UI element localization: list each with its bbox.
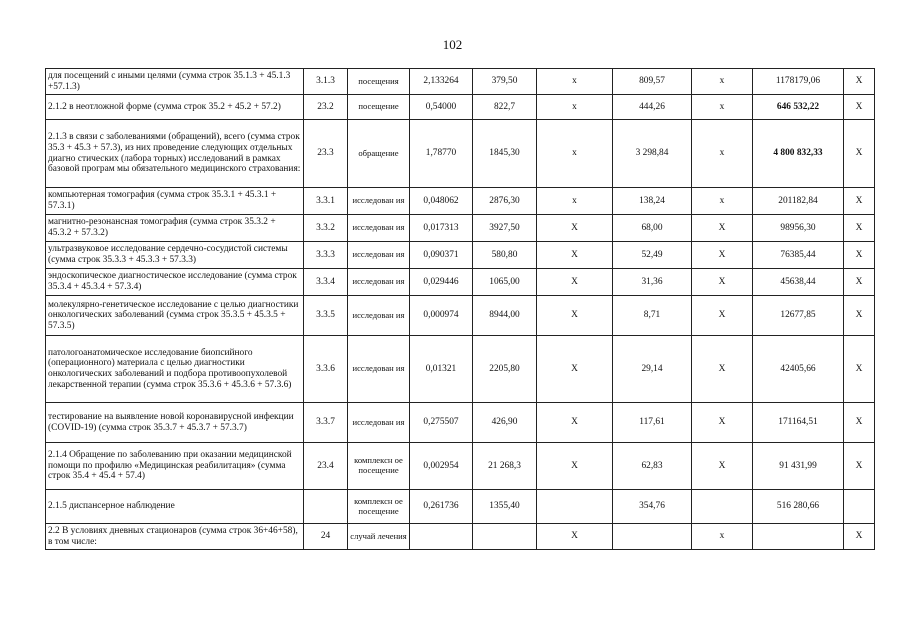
row-col9: 45638,44 <box>753 269 844 296</box>
table-row <box>46 336 875 403</box>
row-col10: Х <box>844 403 875 443</box>
row-col8: Х <box>692 215 753 242</box>
table-row <box>46 443 875 490</box>
row-code: 3.3.4 <box>304 269 348 296</box>
row-col6: Х <box>537 403 613 443</box>
row-cost: 2205,80 <box>473 336 537 403</box>
table-row <box>46 269 875 296</box>
row-col6: х <box>537 188 613 215</box>
row-norm: 2,133264 <box>410 69 473 95</box>
row-col8: х <box>692 524 753 550</box>
row-norm: 0,090371 <box>410 242 473 269</box>
row-code: 24 <box>304 524 348 550</box>
row-unit: случай лечения <box>348 524 410 550</box>
row-name: молекулярно-генетическое исследование с целью диагностики онкологических заболеваний (сумма строк 35.3.5 + 45.3.5 + 57.3.5) <box>46 296 304 336</box>
row-unit: исследован ия <box>348 188 410 215</box>
row-name: компьютерная томография (сумма строк 35.3.1 + 45.3.1 + 57.3.1) <box>46 188 304 215</box>
row-col6: х <box>537 95 613 120</box>
row-unit: исследован ия <box>348 403 410 443</box>
row-col7: 31,36 <box>613 269 692 296</box>
row-col7: 62,83 <box>613 443 692 490</box>
row-cost: 1065,00 <box>473 269 537 296</box>
row-col8: Х <box>692 269 753 296</box>
row-col7: 68,00 <box>613 215 692 242</box>
row-unit: обращение <box>348 120 410 188</box>
row-name: 2.1.4 Обращение по заболеванию при оказании медицинской помощи по профилю «Медицинская реабилитация» (сумма строк 35.4 + 45.4 + 57.4) <box>46 443 304 490</box>
row-col7: 444,26 <box>613 95 692 120</box>
table-row <box>46 95 875 120</box>
row-col9: 171164,51 <box>753 403 844 443</box>
row-cost: 822,7 <box>473 95 537 120</box>
row-name: 2.1.3 в связи с заболеваниями (обращений), всего (сумма строк 35.3 + 45.3 + 57.3), из них проведение следующих отдельных диагно стических (лабора торных) исследований в рамках базовой програм мы обязательного медицинского страхования: <box>46 120 304 188</box>
table-row <box>46 215 875 242</box>
row-cost: 21 268,3 <box>473 443 537 490</box>
row-code: 3.3.1 <box>304 188 348 215</box>
row-col8: Х <box>692 296 753 336</box>
row-norm <box>410 524 473 550</box>
row-col6: х <box>537 120 613 188</box>
row-norm: 0,000974 <box>410 296 473 336</box>
row-col6: Х <box>537 242 613 269</box>
row-col10: Х <box>844 215 875 242</box>
row-code: 3.3.5 <box>304 296 348 336</box>
row-cost <box>473 524 537 550</box>
row-code: 3.3.3 <box>304 242 348 269</box>
row-name: 2.1.2 в неотложной форме (сумма строк 35.2 + 45.2 + 57.2) <box>46 95 304 120</box>
row-col6: Х <box>537 269 613 296</box>
row-col6: Х <box>537 296 613 336</box>
row-col9: 42405,66 <box>753 336 844 403</box>
row-col7: 138,24 <box>613 188 692 215</box>
row-col10: Х <box>844 269 875 296</box>
row-col9: 1178179,06 <box>753 69 844 95</box>
row-col7: 29,14 <box>613 336 692 403</box>
row-cost: 1355,40 <box>473 490 537 524</box>
row-col8 <box>692 490 753 524</box>
row-unit: посещения <box>348 69 410 95</box>
table-row <box>46 403 875 443</box>
row-unit: посещение <box>348 95 410 120</box>
table-row <box>46 69 875 95</box>
table-row <box>46 524 875 550</box>
row-unit: комплексн ое посещение <box>348 490 410 524</box>
row-col9: 98956,30 <box>753 215 844 242</box>
row-col6 <box>537 490 613 524</box>
row-col10: Х <box>844 336 875 403</box>
row-norm: 0,275507 <box>410 403 473 443</box>
row-col10: Х <box>844 242 875 269</box>
row-code: 3.3.6 <box>304 336 348 403</box>
row-norm: 0,002954 <box>410 443 473 490</box>
row-col7: 354,76 <box>613 490 692 524</box>
row-name: для посещений с иными целями (сумма строк 35.1.3 + 45.1.3 +57.1.3) <box>46 69 304 95</box>
financing-table <box>45 68 875 550</box>
table-row <box>46 490 875 524</box>
row-col9: 516 280,66 <box>753 490 844 524</box>
row-col7: 8,71 <box>613 296 692 336</box>
row-col8: х <box>692 95 753 120</box>
row-name: тестирование на выявление новой коронавирусной инфекции (COVID-19) (сумма строк 35.3.7 + 45.3.7 + 57.3.7) <box>46 403 304 443</box>
row-name: 2.1.5 диспансерное наблюдение <box>46 490 304 524</box>
row-norm: 0,048062 <box>410 188 473 215</box>
row-unit: исследован ия <box>348 215 410 242</box>
row-col8: Х <box>692 242 753 269</box>
row-col7: 3 298,84 <box>613 120 692 188</box>
row-unit: комплексн ое посещение <box>348 443 410 490</box>
row-col8: х <box>692 188 753 215</box>
row-cost: 3927,50 <box>473 215 537 242</box>
row-col8: Х <box>692 403 753 443</box>
row-col10: Х <box>844 443 875 490</box>
row-col10: Х <box>844 188 875 215</box>
row-name: ультразвуковое исследование сердечно-сосудистой системы (сумма строк 35.3.3 + 45.3.3 + 57.3.3) <box>46 242 304 269</box>
table-row <box>46 242 875 269</box>
row-col6: Х <box>537 524 613 550</box>
row-norm: 0,261736 <box>410 490 473 524</box>
row-unit: исследован ия <box>348 336 410 403</box>
row-norm: 0,54000 <box>410 95 473 120</box>
row-unit: исследован ия <box>348 242 410 269</box>
row-col9 <box>753 524 844 550</box>
row-unit: исследован ия <box>348 296 410 336</box>
row-cost: 379,50 <box>473 69 537 95</box>
row-cost: 1845,30 <box>473 120 537 188</box>
row-code: 3.3.2 <box>304 215 348 242</box>
row-norm: 0,01321 <box>410 336 473 403</box>
row-name: патологоанатомическое исследование биопсийного (операционного) материала с целью диагностики онкологических заболеваний и подбора противоопухолевой лекарственной терапии (сумма строк 35.3.6 + 45.3.6 + 57.3.6) <box>46 336 304 403</box>
row-norm: 0,029446 <box>410 269 473 296</box>
row-code: 23.3 <box>304 120 348 188</box>
row-col10: Х <box>844 69 875 95</box>
row-code: 23.4 <box>304 443 348 490</box>
row-col10: Х <box>844 524 875 550</box>
row-col8: Х <box>692 443 753 490</box>
row-name: магнитно-резонансная томография (сумма строк 35.3.2 + 45.3.2 + 57.3.2) <box>46 215 304 242</box>
row-cost: 580,80 <box>473 242 537 269</box>
row-col9: 646 532,22 <box>753 95 844 120</box>
table-row <box>46 120 875 188</box>
row-col7: 117,61 <box>613 403 692 443</box>
table-row <box>46 188 875 215</box>
table-row <box>46 296 875 336</box>
row-col6: Х <box>537 336 613 403</box>
row-col9: 91 431,99 <box>753 443 844 490</box>
row-col6: Х <box>537 215 613 242</box>
row-norm: 0,017313 <box>410 215 473 242</box>
row-col7: 809,57 <box>613 69 692 95</box>
row-name: эндоскопическое диагностическое исследование (сумма строк 35.3.4 + 45.3.4 + 57.3.4) <box>46 269 304 296</box>
row-unit: исследован ия <box>348 269 410 296</box>
row-code: 3.1.3 <box>304 69 348 95</box>
row-col10: Х <box>844 296 875 336</box>
row-col10 <box>844 490 875 524</box>
row-col10: Х <box>844 120 875 188</box>
row-col8: х <box>692 69 753 95</box>
row-code <box>304 490 348 524</box>
row-cost: 8944,00 <box>473 296 537 336</box>
row-col6: Х <box>537 443 613 490</box>
row-code: 3.3.7 <box>304 403 348 443</box>
row-col9: 12677,85 <box>753 296 844 336</box>
row-col7: 52,49 <box>613 242 692 269</box>
row-col10: Х <box>844 95 875 120</box>
row-norm: 1,78770 <box>410 120 473 188</box>
row-col9: 76385,44 <box>753 242 844 269</box>
row-col8: х <box>692 120 753 188</box>
row-col6: х <box>537 69 613 95</box>
row-name: 2.2 В условиях дневных стационаров (сумма строк 36+46+58), в том числе: <box>46 524 304 550</box>
row-cost: 426,90 <box>473 403 537 443</box>
row-col7 <box>613 524 692 550</box>
row-col9: 201182,84 <box>753 188 844 215</box>
row-col8: Х <box>692 336 753 403</box>
row-code: 23.2 <box>304 95 348 120</box>
page-number: 102 <box>442 37 463 52</box>
row-col9: 4 800 832,33 <box>753 120 844 188</box>
row-cost: 2876,30 <box>473 188 537 215</box>
